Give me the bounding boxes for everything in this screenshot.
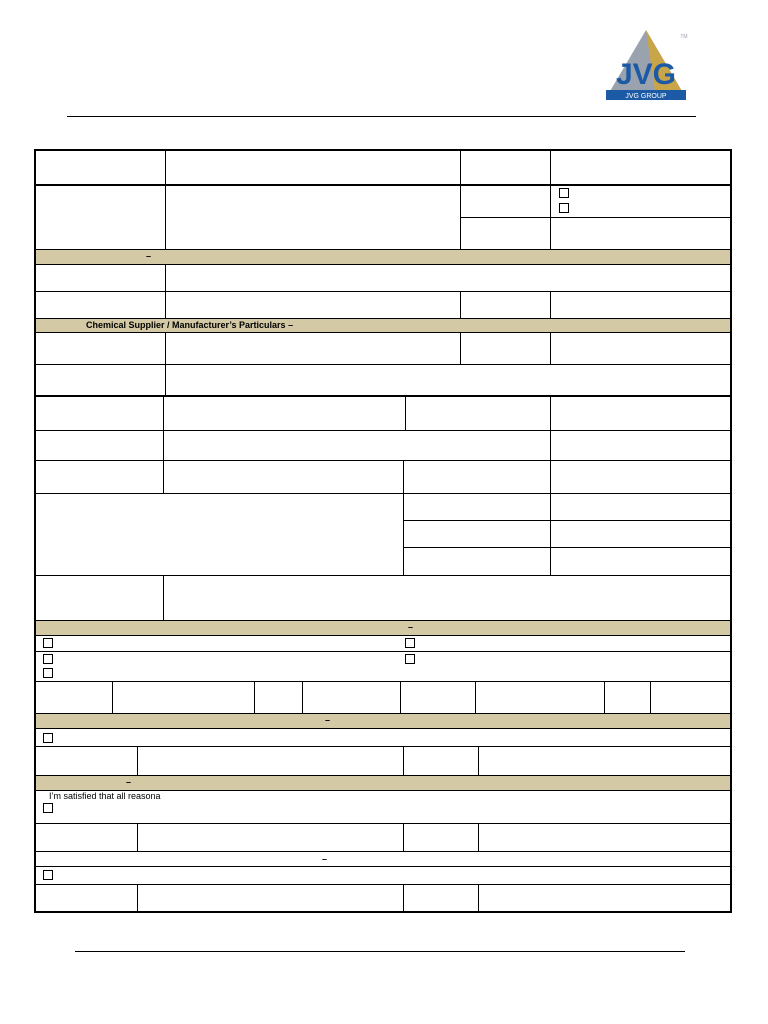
header-rule [67,116,696,117]
grid-line [36,493,730,494]
grid-line [403,460,404,575]
grid-line [36,184,730,186]
grid-line [550,151,551,249]
checkbox-right-2[interactable] [405,654,415,664]
grid-line [550,333,551,364]
section-band-1 [36,249,730,265]
section-band-5-dash: – [126,777,132,787]
grid-line [137,746,138,776]
grid-line [165,265,166,319]
satisfied-statement: I’m satisfied that all reasona [49,791,161,801]
checkbox-left-2[interactable] [43,654,53,664]
grid-line [460,217,730,218]
checkbox-option-1[interactable] [559,188,569,198]
footer-rule [75,951,685,952]
grid-line [137,884,138,911]
section-band-5 [36,775,730,791]
grid-line [403,547,730,548]
checkbox-left-1[interactable] [43,638,53,648]
grid-line [400,681,401,713]
grid-line [405,397,406,430]
chemical-form [34,149,732,913]
grid-line [403,746,404,776]
grid-line [36,851,730,852]
grid-line [460,291,461,319]
checkbox-right-1[interactable] [405,638,415,648]
grid-line [36,575,730,576]
logo-text: JVG [615,58,677,91]
grid-line [163,575,164,620]
grid-line [137,823,138,851]
grid-line [550,493,551,575]
grid-line [478,746,479,776]
logo-subtext: JVG GROUP [625,93,667,100]
grid-line [478,823,479,851]
grid-line [36,395,730,397]
jvg-logo [600,28,692,104]
grid-line [403,884,404,911]
checkbox-satisfied[interactable] [43,803,53,813]
grid-line [36,364,730,365]
grid-line [475,681,476,713]
grid-line [550,397,551,493]
grid-line [460,151,461,249]
grid-line [36,746,730,747]
grid-line [302,681,303,713]
section-band-4-dash: – [325,715,331,725]
grid-line [254,681,255,713]
grid-line [36,823,730,824]
section-band-4 [36,713,730,729]
grid-line [403,823,404,851]
grid-line [36,460,730,461]
grid-line [112,681,113,713]
section-6-dash: – [322,854,328,864]
checkbox-acknowledge-1[interactable] [43,733,53,743]
checkbox-approval[interactable] [43,870,53,880]
section-band-1-dash: – [146,251,152,261]
grid-line [36,651,730,652]
grid-line [36,884,730,885]
checkbox-option-2[interactable] [559,203,569,213]
logo-tm: TM [680,34,688,40]
grid-line [36,681,730,682]
grid-line [478,884,479,911]
grid-line [403,520,730,521]
checkbox-left-3[interactable] [43,668,53,678]
section-band-3 [36,620,730,636]
section-band-3-dash: – [408,622,414,632]
grid-line [36,430,730,431]
supplier-heading: Chemical Supplier / Manufacturer’s Particulars – [86,320,294,330]
grid-line [460,333,461,364]
grid-line [165,151,166,249]
grid-line [36,866,730,867]
grid-line [650,681,651,713]
grid-line [604,681,605,713]
grid-line [163,397,164,493]
grid-line [550,291,551,319]
grid-line [36,291,730,292]
